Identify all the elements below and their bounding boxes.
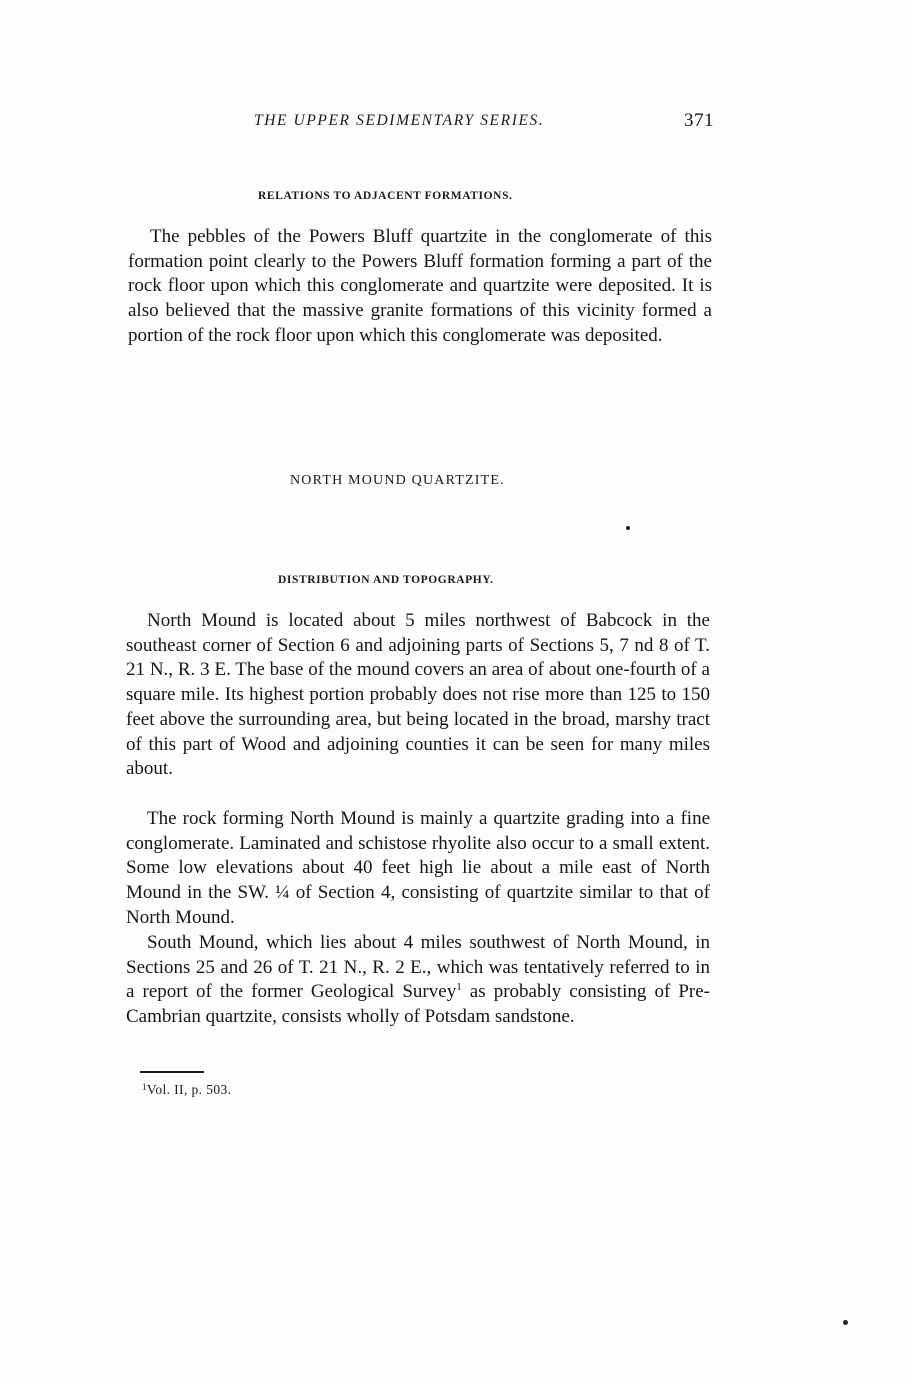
footnote-reference: 1 — [456, 981, 462, 994]
paragraph-rock: The rock forming North Mound is mainly a quartzite grading into a fine conglomerate. Laminated and schistose rhyolite also occur to a small extent. Some low elevations about 40 feet high lie about a mile east of North Mound in the SW. ¼ of Section 4, consisting of quartzite similar to that of North Mound. — [126, 808, 710, 928]
running-title: THE UPPER SEDIMENTARY SERIES. — [254, 112, 545, 129]
footnote-text: Vol. II, p. 503. — [146, 1082, 232, 1097]
section-heading-distribution: DISTRIBUTION AND TOPOGRAPHY. — [278, 574, 494, 586]
footnote-marker: 1 — [142, 1082, 147, 1092]
ink-speck — [626, 526, 630, 530]
section-heading-relations: RELATIONS TO ADJACENT FORMATIONS. — [258, 190, 513, 202]
paragraph-south-mound-text-b: as probably consisting of Pre-Cambrian quartzite, consists wholly of Potsdam sandstone. — [126, 981, 711, 1028]
paragraph-relations: The pebbles of the Powers Bluff quartzite in the conglomerate of this formation point clearly to the Powers Bluff formation forming a part of the rock floor upon which this conglomerate and quartzite were deposited. It is also believed that the massive granite formations of this vicinity formed a portion of the rock floor upon which this conglomerate was deposited. — [128, 226, 712, 346]
running-head — [128, 112, 714, 136]
footnote-rule — [140, 1071, 204, 1073]
section-title-north-mound: NORTH MOUND QUARTZITE. — [290, 473, 505, 488]
ink-speck — [843, 1320, 848, 1325]
page-number: 371 — [684, 110, 714, 131]
footnote — [142, 1082, 231, 1098]
paragraph-location: North Mound is located about 5 miles northwest of Babcock in the southeast corner of Section 6 and adjoining parts of Sections 5, 7 nd 8 of T. 21 N., R. 3 E. The base of the mound covers an area of about one-fourth of a square mile. Its highest portion probably does not rise more than 125 to 150 feet above the surrounding area, but being located in the broad, marshy tract of this part of Wood and adjoining counties it can be seen for many miles about. — [126, 610, 710, 780]
paragraph-south-mound-text-a: South Mound, which lies about 4 miles southwest of North Mound, in Sections 25 and 26 of T. 21 N., R. 2 E., which was tentatively referred to in a report of the former Geological Survey — [126, 932, 710, 1003]
paragraph-south-mound — [126, 931, 710, 1030]
